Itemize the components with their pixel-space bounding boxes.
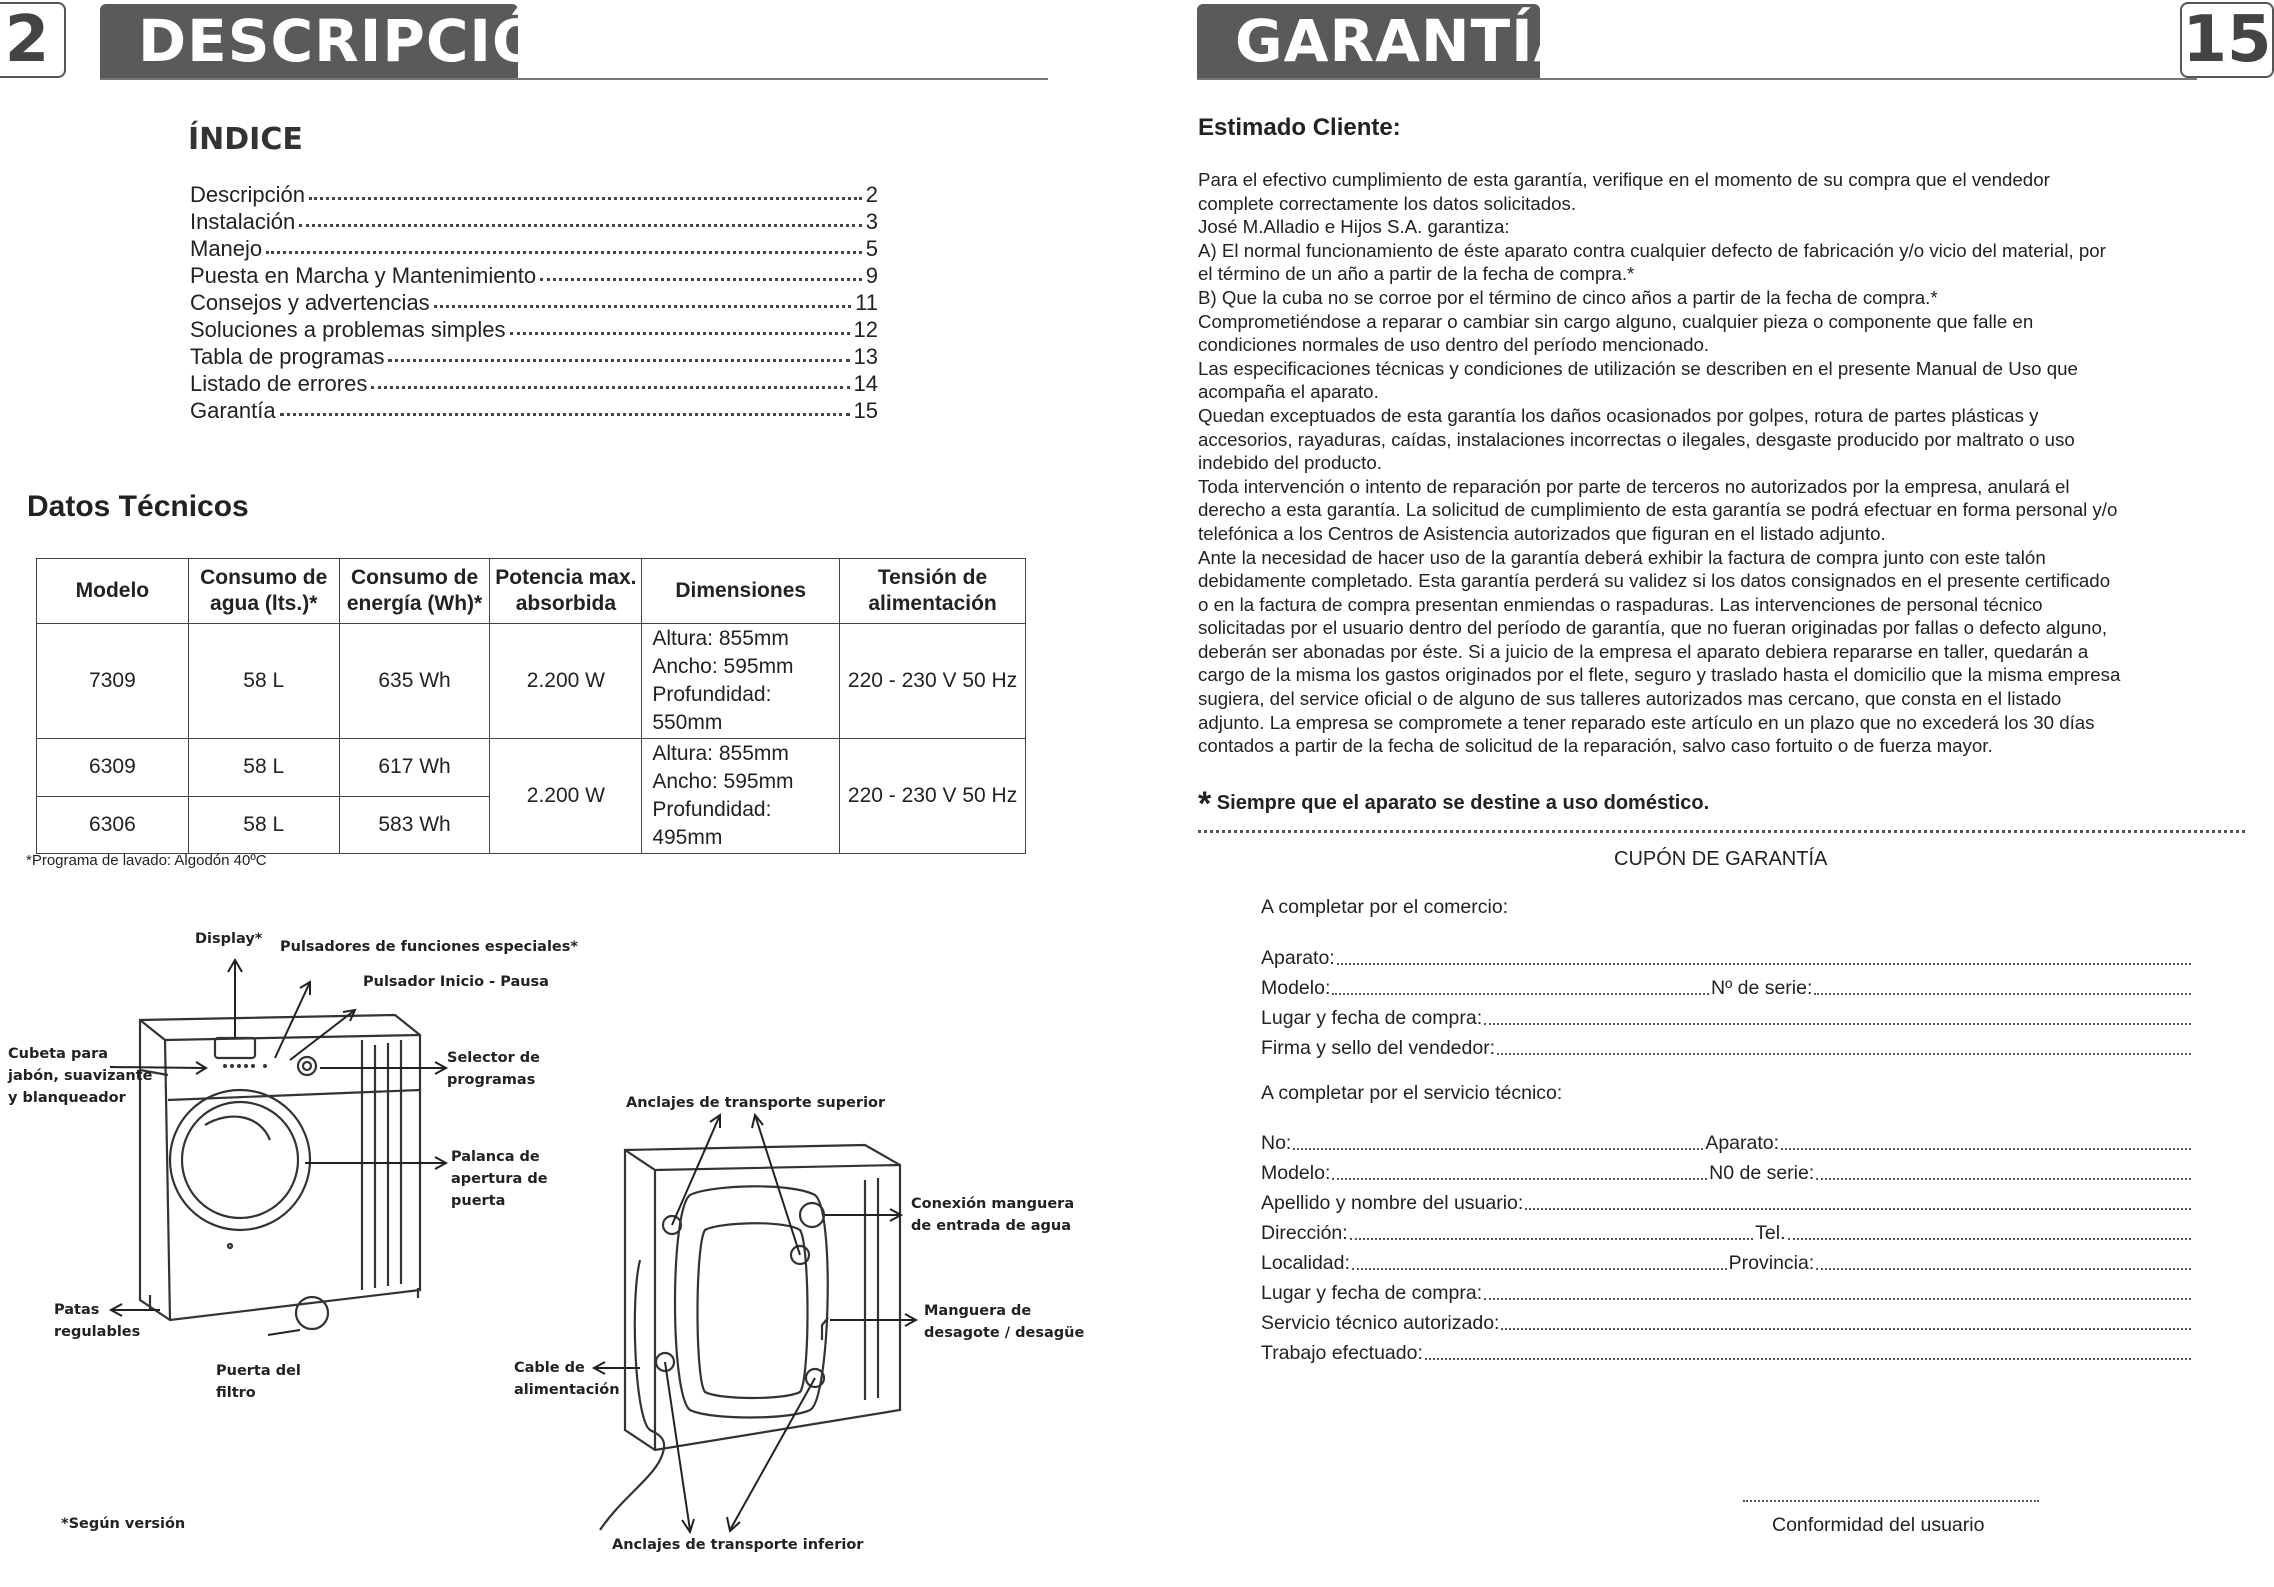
toc-item [190,343,878,370]
header-rule-right [1197,78,2197,80]
form-field-blank[interactable] [1332,1158,1707,1180]
paragraph-line: deberán ser abonadas por éste. Si a juicio de la empresa el aparato debiera repararse en taller, quedarán a [1198,640,2089,662]
note-text: Siempre que el aparato se destine a uso doméstico. [1216,792,1710,814]
footnote-segun-version: *Según versión [61,1516,186,1532]
callout-anclajes-inferior: Anclajes de transporte inferior [612,1537,864,1553]
paragraph-line: complete correctamente los datos solicitados. [1198,192,1577,214]
toc-item-label: Soluciones a problemas simples [190,317,506,342]
toc-item [190,289,878,316]
form-field-label: Firma y sello del vendedor: [1261,1037,1496,1059]
dim-line: Altura: 855mm [652,627,789,650]
toc-item-label: Instalación [190,209,296,234]
toc-item-page: 14 [853,371,878,396]
callout-line: jabón, suavizante [8,1068,153,1084]
form-field-row[interactable] [1261,1003,2193,1033]
form-field-label: Trabajo efectuado: [1261,1342,1423,1364]
cell-tension: 220 - 230 V 50 Hz [840,624,1026,739]
section-banner-garantia: GARANTÍA [1197,4,1540,78]
dim-line: Profundidad: 550mm [652,683,772,734]
toc-item-label: Manejo [190,236,263,261]
paragraph-line: sugiera, del service oficial o de alguno de sus talleres autorizados mas cercano, que consta en el listado [1198,688,2062,710]
callout-anclajes-superior: Anclajes de transporte superior [626,1095,886,1111]
toc-leader [388,343,849,362]
paragraph-line: adjunto. La empresa se compromete a tener reparado este artículo en un plazo que no excederá los 30 días [1198,711,2095,733]
callout-patas [54,1299,140,1343]
callout-pulsadores: Pulsadores de funciones especiales* [280,939,578,955]
signature-line [1743,1500,2039,1502]
form-field-blank[interactable] [1350,1218,1753,1240]
toc-item [190,208,878,235]
form-field-row[interactable] [1261,1278,2193,1308]
form-field-blank[interactable] [1497,1033,2191,1055]
section-banner-descripcion: DESCRIPCIÓN [100,4,518,78]
toc-leader [540,262,862,281]
paragraph-line: cargo de la misma los gastos originados por el flete, seguro y traslado hasta el domicilio que la misma empresa [1198,664,2121,686]
dim-line: Profundidad: 495mm [652,798,772,849]
paragraph-line: Las especificaciones técnicas y condiciones de utilización se describen en el presente Manual de Uso que [1198,357,2078,379]
toc-leader [371,370,849,389]
callout-inicio-pausa: Pulsador Inicio - Pausa [363,974,549,990]
form-field-blank[interactable] [1781,1128,2191,1150]
paragraph-line: condiciones normales de uso dentro del período mencionado. [1198,334,1710,356]
callout-line: desagote / desagüe [924,1325,1085,1341]
form-field-blank[interactable] [1332,973,1709,995]
cell-agua: 58 L [188,796,339,854]
form-field-blank[interactable] [1816,1248,2191,1270]
header-rule-left [100,78,1048,80]
toc-item-label: Tabla de programas [190,344,385,369]
paragraph-line: derecho a esta garantía. La solicitud de cumplimiento de esta garantía se podrá efectuar en forma personal y/o [1198,499,2118,521]
callout-line: Cubeta para [8,1046,109,1062]
cell-tension: 220 - 230 V 50 Hz [840,739,1026,854]
paragraph-line: contados a partir de la fecha de solicitud de la reparación, salvo caso fortuito o de fuerza mayor. [1198,735,1993,757]
callout-selector [447,1047,540,1091]
form-field-label: Provincia: [1728,1252,1815,1274]
callout-line: puerta [451,1193,506,1209]
paragraph-line: telefónica a los Centros de Asistencia autorizados que figuran en el listado adjunto. [1198,522,1886,544]
paragraph-line: debidamente completado. Esta garantía perderá su validez si los datos consignados en el presente certificado [1198,570,2111,592]
callout-line: Puerta del [216,1363,301,1379]
callout-cubeta [8,1043,152,1109]
form-field-blank[interactable] [1293,1128,1703,1150]
cell-agua: 58 L [188,624,339,739]
callout-display: Display* [195,931,263,947]
comercio-label: A completar por el comercio: [1261,896,1509,918]
toc-item [190,181,878,208]
paragraph-line: Quedan exceptuados de esta garantía los daños ocasionados por golpes, rotura de partes plásticas y [1198,404,2039,426]
form-field-blank[interactable] [1484,1003,2191,1025]
paragraph-line: indebido del producto. [1198,452,1382,474]
paragraph-line: José M.Alladio e Hijos S.A. garantiza: [1198,216,1510,238]
th-dimensiones: Dimensiones [642,559,840,624]
form-field-row[interactable] [1261,1158,2193,1188]
cell-dimensiones [642,739,840,854]
cell-agua: 58 L [188,739,339,797]
form-field-blank[interactable] [1352,1248,1727,1270]
form-field-label: Dirección: [1261,1222,1348,1244]
dim-line: Ancho: 595mm [652,655,794,678]
th-energia: Consumo de energía (Wh)* [339,559,490,624]
paragraph-line: o en la factura de compra presentan enmiendas o raspaduras. Las intervenciones de personal técnico [1198,593,2043,615]
toc-item-page: 11 [855,290,878,315]
toc-item-label: Consejos y advertencias [190,290,430,315]
form-field-label: Localidad: [1261,1252,1350,1274]
cell-energia: 583 Wh [339,796,490,854]
callout-line: apertura de [451,1171,548,1187]
cell-dimensiones [642,624,840,739]
callout-line: Conexión manguera [911,1196,1075,1212]
table-of-contents [190,181,878,424]
table-row [37,624,1026,739]
cell-modelo: 7309 [37,624,189,739]
paragraph-line: B) Que la cuba no se corroe por el término de cinco años a partir de la fecha de compra.* [1198,286,1938,308]
form-field-row[interactable] [1261,1218,2193,1248]
toc-item-page: 3 [865,209,878,234]
form-field-blank[interactable] [1501,1308,2191,1330]
callout-line: regulables [54,1324,141,1340]
callout-line: Cable de [514,1360,585,1376]
comercio-fields [1261,943,2193,1063]
cut-line [1198,830,2245,833]
toc-item-page: 12 [853,317,878,342]
form-field-label: No: [1261,1132,1292,1154]
cell-modelo: 6306 [37,796,189,854]
toc-item-page: 9 [865,263,878,288]
cell-potencia: 2.200 W [490,624,642,739]
form-field-blank[interactable] [1814,973,2191,995]
toc-leader [309,181,862,200]
servicio-fields [1261,1128,2193,1368]
table-header-row [37,559,1026,624]
paragraph-line: acompaña el aparato. [1198,381,1379,403]
form-field-label: Aparato: [1261,947,1335,969]
form-field-row[interactable] [1261,1338,2193,1368]
toc-item-label: Descripción [190,182,305,207]
paragraph-line: Comprometiéndose a reparar o cambiar sin cargo alguno, cualquier pieza o componente que falle en [1198,310,2034,332]
toc-item-page: 15 [853,398,878,423]
form-field-row[interactable] [1261,1188,2193,1218]
form-field-blank[interactable] [1484,1278,2191,1300]
callout-line: Patas [54,1302,100,1318]
callout-line: y blanqueador [8,1090,126,1106]
form-field-blank[interactable] [1788,1218,2191,1240]
th-tension: Tensión de alimentación [840,559,1026,624]
toc-leader [299,208,862,227]
toc-item [190,370,878,397]
paragraph-line: accesorios, rayaduras, caídas, instalaciones incorrectas o ilegales, desgaste producido por maltrato o uso [1198,428,2075,450]
form-field-label: Modelo: [1261,1162,1331,1184]
form-field-label: N0 de serie: [1709,1162,1815,1184]
paragraph-line: solicitadas por el usuario dentro del período de garantía, que no fueran originadas por fallas o defecto alguno, [1198,617,2108,639]
form-field-row[interactable] [1261,973,2193,1003]
paragraph-line: A) El normal funcionamiento de éste aparato contra cualquier defecto de fabricación y/o vicio del material, por [1198,239,2106,261]
toc-item-label: Puesta en Marcha y Mantenimiento [190,263,537,288]
form-field-label: Aparato: [1705,1132,1780,1154]
toc-item-page: 5 [865,236,878,261]
callout-conexion [911,1193,1074,1237]
toc-leader [434,289,851,308]
greeting: Estimado Cliente: [1198,114,1401,141]
dim-line: Ancho: 595mm [652,770,794,793]
toc-item [190,316,878,343]
toc-item [190,397,878,424]
form-field-blank[interactable] [1425,1338,2191,1360]
toc-item [190,262,878,289]
paragraph-line: Ante la necesidad de hacer uso de la garantía deberá exhibir la factura de compra junto con este talón [1198,546,2046,568]
form-field-label: Servicio técnico autorizado: [1261,1312,1500,1334]
form-field-label: Lugar y fecha de compra: [1261,1282,1483,1304]
paragraph-line: el término de un año a partir de la fecha de compra.* [1198,263,1635,285]
form-field-row[interactable] [1261,1308,2193,1338]
callout-line: alimentación [514,1382,620,1398]
form-field-row[interactable] [1261,1128,2193,1158]
warranty-text [1198,168,2245,758]
form-field-label: Tel. [1755,1222,1786,1244]
tech-specs-table [36,558,1026,854]
page-number-left: 2 [0,2,66,78]
form-field-blank[interactable] [1337,943,2191,965]
toc-item-page: 2 [865,182,878,207]
callout-manguera [924,1300,1084,1344]
th-agua: Consumo de agua (lts.)* [188,559,339,624]
tech-data-title: Datos Técnicos [27,490,249,523]
cell-potencia: 2.200 W [490,739,642,854]
toc-title: ÍNDICE [188,122,303,157]
paragraph-line: Para el efectivo cumplimiento de esta garantía, verifique en el momento de su compra que el vendedor [1198,169,2050,190]
conformidad-label: Conformidad del usuario [1772,1514,1985,1536]
callout-filtro [216,1360,301,1404]
callout-line: Selector de [447,1050,540,1066]
callout-line: Palanca de [451,1149,540,1165]
callout-line: Manguera de [924,1303,1032,1319]
cell-energia: 617 Wh [339,739,490,797]
callout-line: filtro [216,1385,256,1401]
th-modelo: Modelo [37,559,189,624]
callout-cable [514,1357,620,1401]
form-field-blank[interactable] [1525,1188,2191,1210]
note-asterisk: * [1198,785,1212,823]
form-field-label: Modelo: [1261,977,1331,999]
cell-modelo: 6309 [37,739,189,797]
toc-leader [280,397,850,416]
toc-item [190,235,878,262]
toc-item-label: Listado de errores [190,371,368,396]
callout-line: programas [447,1072,536,1088]
form-field-row[interactable] [1261,1248,2193,1278]
toc-item-page: 13 [853,344,878,369]
paragraph-line: Toda intervención o intento de reparación por parte de terceros no autorizados por la empresa, anulará el [1198,475,2070,497]
form-field-label: Apellido y nombre del usuario: [1261,1192,1524,1214]
form-field-blank[interactable] [1816,1158,2191,1180]
servicio-label: A completar por el servicio técnico: [1261,1082,1563,1104]
toc-item-label: Garantía [190,398,276,423]
form-field-row[interactable] [1261,943,2193,973]
callout-line: de entrada de agua [911,1218,1072,1234]
form-field-row[interactable] [1261,1033,2193,1063]
table-footnote: *Programa de lavado: Algodón 40ºC [26,852,267,869]
dim-line: Altura: 855mm [652,742,789,765]
coupon-title: CUPÓN DE GARANTÍA [1614,848,1828,870]
page-number-right: 15 [2180,2,2274,78]
domestic-use-note [1198,785,1709,824]
table-row [37,739,1026,797]
form-field-label: Nº de serie: [1710,977,1813,999]
toc-leader [510,316,850,335]
callout-palanca [451,1146,548,1212]
form-field-label: Lugar y fecha de compra: [1261,1007,1483,1029]
cell-energia: 635 Wh [339,624,490,739]
th-potencia: Potencia max. absorbida [490,559,642,624]
toc-leader [266,235,862,254]
